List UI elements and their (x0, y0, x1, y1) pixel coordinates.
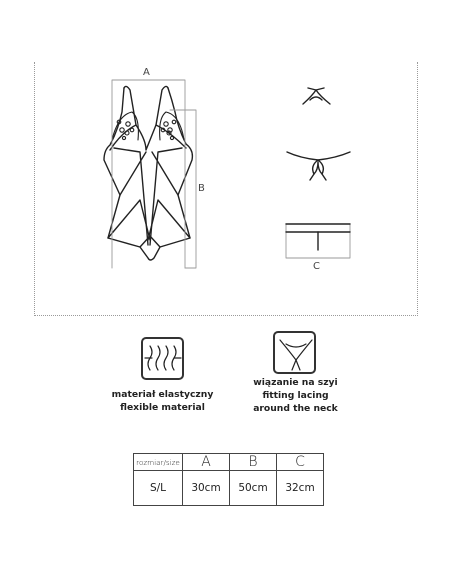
size-table-header (134, 454, 324, 471)
value-cell-a: 30cm (183, 471, 230, 506)
dimension-label-b: B (198, 183, 205, 194)
panty-detail (286, 224, 350, 250)
caption-line: around the neck (253, 403, 338, 414)
value-cell-b: 50cm (230, 471, 277, 506)
caption-line: flexible material (120, 402, 205, 413)
neck-tie-detail (303, 88, 330, 104)
feature-caption-elastic (90, 388, 235, 414)
size-table (133, 453, 324, 506)
size-label-header: rozmiar/size (134, 454, 183, 471)
feature-caption-lacing (223, 376, 368, 415)
size-cell: S/L (134, 471, 183, 506)
feature-icon-box-elastic (141, 337, 184, 380)
column-b-header: B (230, 454, 277, 471)
column-a-header: A (183, 454, 230, 471)
bodysuit-outline (104, 86, 192, 260)
table-row (134, 471, 324, 506)
dimension-label-c: C (313, 261, 320, 272)
caption-line: fitting lacing (262, 390, 329, 401)
column-c-header: C (277, 454, 324, 471)
caption-line: wiązanie na szyi (253, 377, 338, 388)
dimension-label-a: A (143, 67, 150, 78)
value-cell-c: 32cm (277, 471, 324, 506)
caption-line: materiał elastyczny (111, 389, 214, 400)
back-tie-detail (287, 152, 350, 180)
feature-icon-box-lacing (273, 331, 316, 374)
